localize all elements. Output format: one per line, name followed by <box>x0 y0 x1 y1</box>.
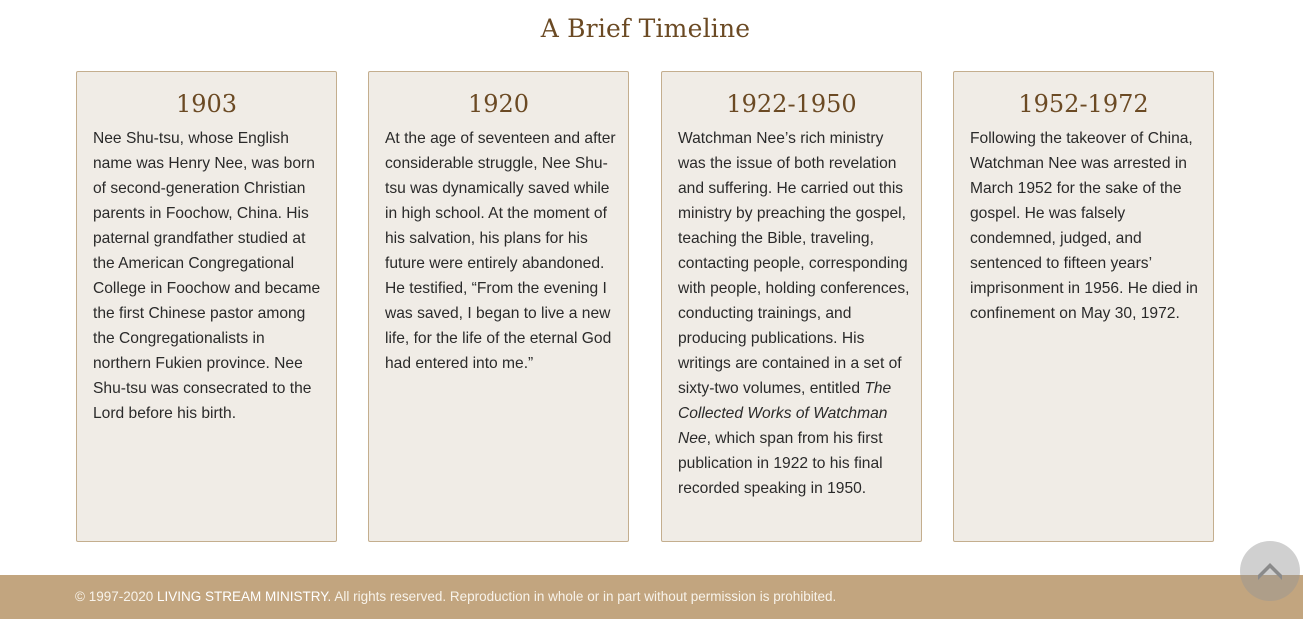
card-text: At the age of seventeen and after considerable struggle, Nee Shu-tsu was dynamically saved while in high school. At the moment of his salvation, his plans for his future were entirely abandoned. He testified, “From the evening I was saved, I began to live a new life, for the life of the eternal God had entered into me.” <box>385 130 616 372</box>
rights-text: All rights reserved. Reproduction in whole or in part without permission is prohibited. <box>331 589 837 604</box>
timeline-card-1903 <box>76 71 337 542</box>
section-title: A Brief Timeline <box>540 14 751 43</box>
copyright-years: © 1997-2020 <box>75 589 158 604</box>
back-to-top-button[interactable] <box>1240 541 1300 601</box>
book-title: The Collected Works of Watchman Nee <box>678 380 892 447</box>
card-text-part: Watchman Nee’s rich ministry was the issue of both revelation and suffering. He carried out this ministry by preaching the gospel, teaching the Bible, traveling, contacting people, corresponding with people, holding conferences, conducting trainings, and producing publications. His writings are contained in a set of sixty-two volumes, entitled <box>678 130 910 397</box>
brand-link[interactable]: LIVING STREAM MINISTRY. <box>157 589 332 604</box>
timeline-card-1922-1950 <box>661 71 922 542</box>
card-year: 1920 <box>467 90 530 118</box>
timeline-card-1952-1972 <box>953 71 1214 542</box>
card-text: Nee Shu-tsu, whose English name was Henry Nee, was born of second-generation Christian parents in Foochow, China. His paternal grandfather studied at the American Congregational College in Foochow and became the first Chinese pastor among the Congregationalists in northern Fukien province. Nee Shu-tsu was consecrated to the Lord before his birth. <box>93 130 321 422</box>
card-text <box>678 126 910 501</box>
card-year: 1903 <box>175 90 238 118</box>
chevron-up-icon <box>1254 555 1286 587</box>
timeline-card-1920 <box>368 71 629 542</box>
footer-copyright <box>75 589 836 604</box>
card-text: Following the takeover of China, Watchman Nee was arrested in March 1952 for the sake of the gospel. He was falsely condemned, judged, and sentenced to fifteen years’ imprisonment in 1956. He died in confinement on May 30, 1972. <box>970 130 1198 322</box>
card-text-part: , which span from his first publication in 1922 to his final recorded speaking in 1950. <box>678 430 883 497</box>
card-year: 1922-1950 <box>726 90 857 118</box>
card-year: 1952-1972 <box>1018 90 1149 118</box>
footer <box>0 575 1303 619</box>
